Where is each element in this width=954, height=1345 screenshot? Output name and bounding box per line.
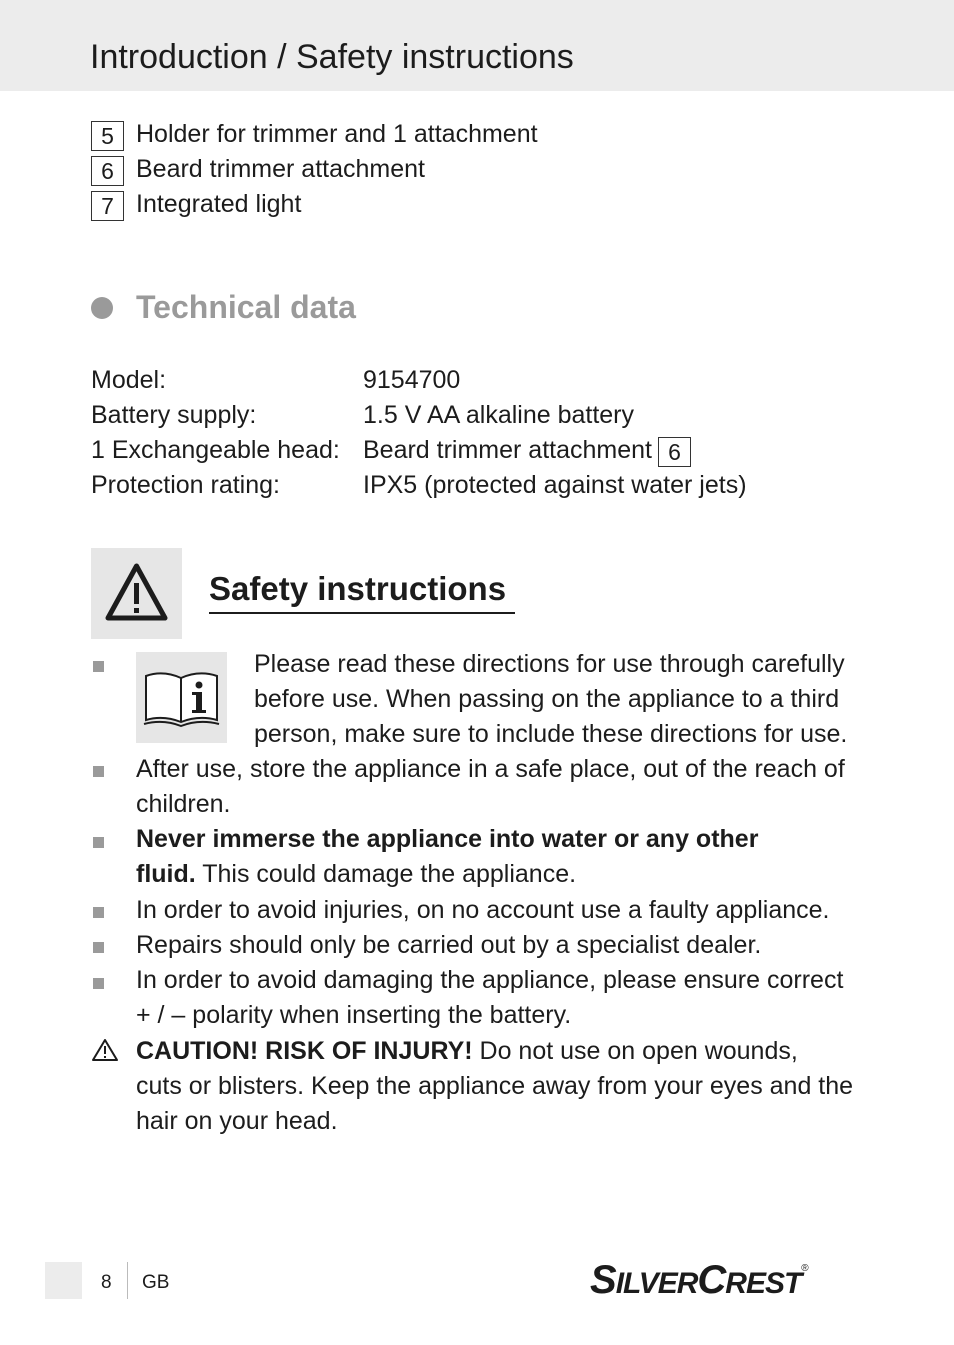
text-line: hair on your head. (136, 1107, 338, 1135)
safety-item-injuries: In order to avoid injuries, on no account use a faulty appliance. (136, 896, 830, 924)
safety-item-store (136, 752, 845, 822)
footer-marker (45, 1262, 82, 1299)
spec-value: 9154700 (363, 366, 461, 394)
spec-value: 1.5 V AA alkaline battery (363, 401, 635, 429)
page-title: Introduction / Safety instructions (90, 38, 574, 76)
book-info-icon (136, 652, 227, 743)
list-bullet-icon (93, 766, 104, 777)
text-line: After use, store the appliance in a safe place, out of the reach of (136, 755, 845, 783)
safety-item-read-directions (254, 647, 847, 752)
text-line: person, make sure to include these directions for use. (254, 720, 848, 748)
list-item (91, 118, 538, 153)
footer-divider (127, 1262, 128, 1299)
spec-value-with-ref (363, 436, 691, 467)
safety-instructions-heading: Safety instructions (209, 570, 507, 607)
text-line: Please read these directions for use through carefully (254, 650, 845, 678)
heading-underline (209, 612, 515, 614)
table-row (91, 469, 851, 504)
list-item (91, 153, 425, 188)
technical-data-heading: Technical data (136, 289, 356, 325)
list-item (91, 188, 302, 223)
part-label: Beard trimmer attachment (136, 155, 425, 183)
text-line: before use. When passing on the appliance to a third (254, 685, 840, 713)
safety-item-polarity (136, 963, 843, 1033)
table-row (91, 434, 851, 469)
list-bullet-icon (93, 661, 104, 672)
part-number-box: 7 (91, 191, 124, 221)
list-bullet-icon (93, 837, 104, 848)
spec-label: Model: (91, 366, 167, 394)
list-bullet-icon (93, 942, 104, 953)
text-line: This could damage the appliance. (195, 860, 577, 888)
part-number-box: 6 (91, 156, 124, 186)
spec-value: Beard trimmer attachment (363, 436, 652, 464)
brand-logo: SILVERCREST® (590, 1258, 808, 1302)
part-label: Holder for trimmer and 1 attachment (136, 120, 538, 148)
bold-warning-text: Never immerse the appliance into water or any other (136, 825, 759, 853)
part-label: Integrated light (136, 190, 302, 218)
text-line: Do not use on open wounds, (472, 1037, 798, 1065)
table-row (91, 399, 851, 434)
caution-label: CAUTION! RISK OF INJURY! (136, 1037, 473, 1065)
caution-injury (136, 1034, 853, 1139)
warning-triangle-icon (91, 548, 182, 639)
bold-warning-text: fluid. (136, 860, 196, 888)
part-number-box: 5 (91, 121, 124, 151)
safety-item-repairs: Repairs should only be carried out by a specialist dealer. (136, 931, 762, 959)
spec-label: Protection rating: (91, 471, 280, 499)
list-bullet-icon (93, 907, 104, 918)
safety-item-water (136, 822, 758, 892)
spec-label: Battery supply: (91, 401, 257, 429)
caution-triangle-icon (91, 1038, 119, 1067)
section-bullet-icon (91, 297, 113, 319)
spec-table (91, 364, 851, 504)
text-line: In order to avoid damaging the appliance, please ensure correct (136, 966, 844, 994)
list-bullet-icon (93, 978, 104, 989)
part-reference-box: 6 (658, 437, 691, 467)
parts-list (91, 118, 538, 223)
table-row (91, 364, 851, 399)
language-code: GB (142, 1272, 170, 1293)
text-line: + / – polarity when inserting the battery. (136, 1001, 572, 1029)
spec-value: IPX5 (protected against water jets) (363, 471, 747, 499)
spec-label: 1 Exchangeable head: (91, 436, 340, 464)
text-line: children. (136, 790, 231, 818)
page-number: 8 (101, 1272, 112, 1293)
text-line: cuts or blisters. Keep the appliance away from your eyes and the (136, 1072, 854, 1100)
